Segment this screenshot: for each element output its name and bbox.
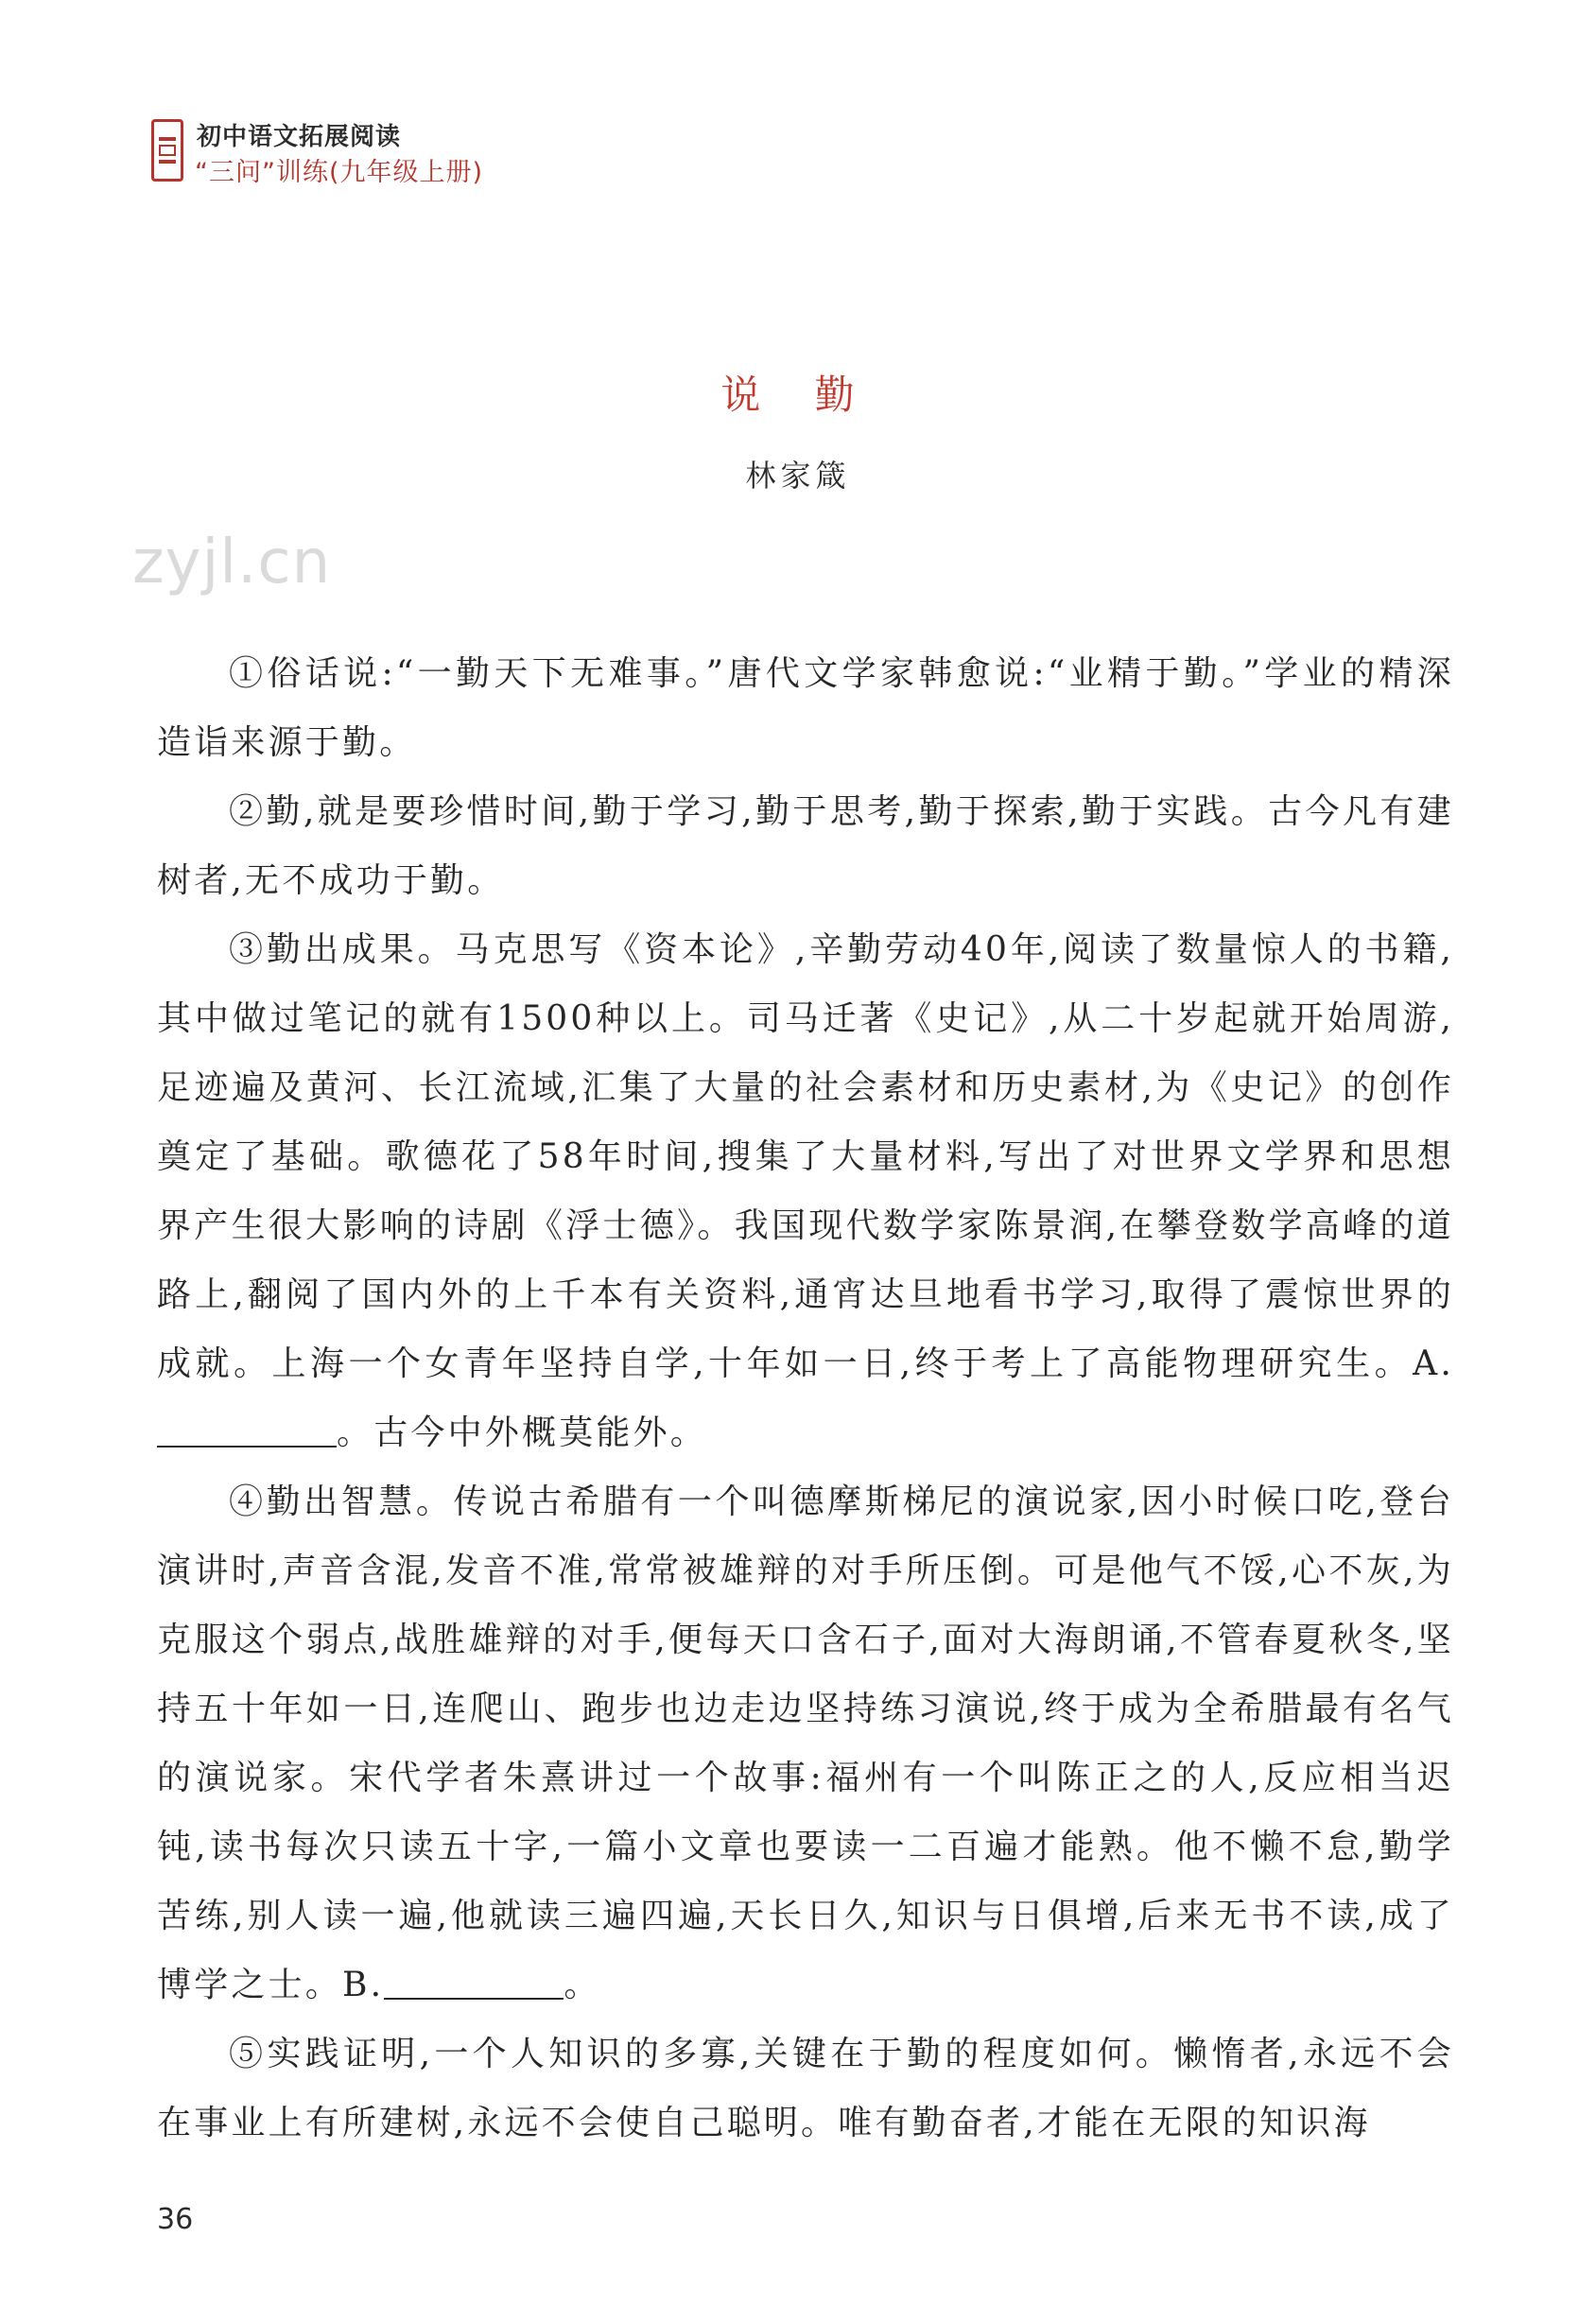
article-author: 林家箴: [745, 458, 851, 494]
paragraph-5: ⑤实践证明,一个人知识的多寡,关键在于勤的程度如何。懒惰者,永远不会在事业上有所建树,永远不会使自己聪明。唯有勤奋者,才能在无限的知识海: [157, 2035, 1454, 2142]
blank-b-label: B.: [342, 1966, 385, 2004]
book-subtitle: “三问”训练(九年级上册): [195, 158, 484, 187]
article-title: 说 勤: [720, 372, 876, 418]
running-header: [151, 112, 624, 187]
paragraph-3-text: ③勤出成果。马克思写《资本论》,辛勤劳动40年,阅读了数量惊人的书籍,其中做过笔记的就有1500种以上。司马迁著《史记》,从二十岁起就开始周游,足迹遍及黄河、长江流域,汇集了大量的社会素材和历史素材,为《史记》的创作奠定了基础。歌德花了58年时间,搜集了大量材料,写出了对世界文学界和思想界产生很大影响的诗剧《浮士德》。我国现代数学家陈景润,在攀登数学高峰的道路上,翻阅了国内外的上千本有关资料,通宵达旦地看书学习,取得了震惊世界的成就。上海一个女青年坚持自学,十年如一日,终于考上了高能物理研究生。: [157, 930, 1454, 1383]
book-series-title: 初中语文拓展阅读: [197, 123, 402, 151]
watermark: zyjl.cn: [132, 528, 332, 598]
article-body: [157, 639, 1454, 2158]
paragraph-3-tail: 。古今中外概莫能外。: [337, 1413, 708, 1452]
paragraph-4: [157, 1467, 1454, 2020]
blank-a-label: A.: [1413, 1344, 1454, 1383]
seal-logo-icon: [151, 119, 183, 182]
page-number: 36: [157, 2203, 194, 2236]
paragraph-1: ①俗话说:“一勤天下无难事。”唐代文学家韩愈说:“业精于勤。”学业的精深造诣来源于勤。: [157, 654, 1454, 762]
blank-a[interactable]: [157, 1412, 337, 1448]
blank-b[interactable]: [384, 1964, 564, 2000]
paragraph-4-tail: 。: [564, 1966, 601, 2004]
paragraph-4-text: ④勤出智慧。传说古希腊有一个叫德摩斯梯尼的演说家,因小时候口吃,登台演讲时,声音含混,发音不准,常常被雄辩的对手所压倒。可是他气不馁,心不灰,为克服这个弱点,战胜雄辩的对手,便每天口含石子,面对大海朗诵,不管春夏秋冬,坚持五十年如一日,连爬山、跑步也边走边坚持练习演说,终于成为全希腊最有名气的演说家。宋代学者朱熹讲过一个故事:福州有一个叫陈正之的人,反应相当迟钝,读书每次只读五十字,一篇小文章也要读一二百遍才能熟。他不懒不怠,勤学苦练,别人读一遍,他就读三遍四遍,天长日久,知识与日俱增,后来无书不读,成了博学之士。: [157, 1482, 1454, 2004]
paragraph-3: [157, 915, 1454, 1467]
paragraph-2: ②勤,就是要珍惜时间,勤于学习,勤于思考,勤于探索,勤于实践。古今凡有建树者,无不成功于勤。: [157, 792, 1454, 900]
